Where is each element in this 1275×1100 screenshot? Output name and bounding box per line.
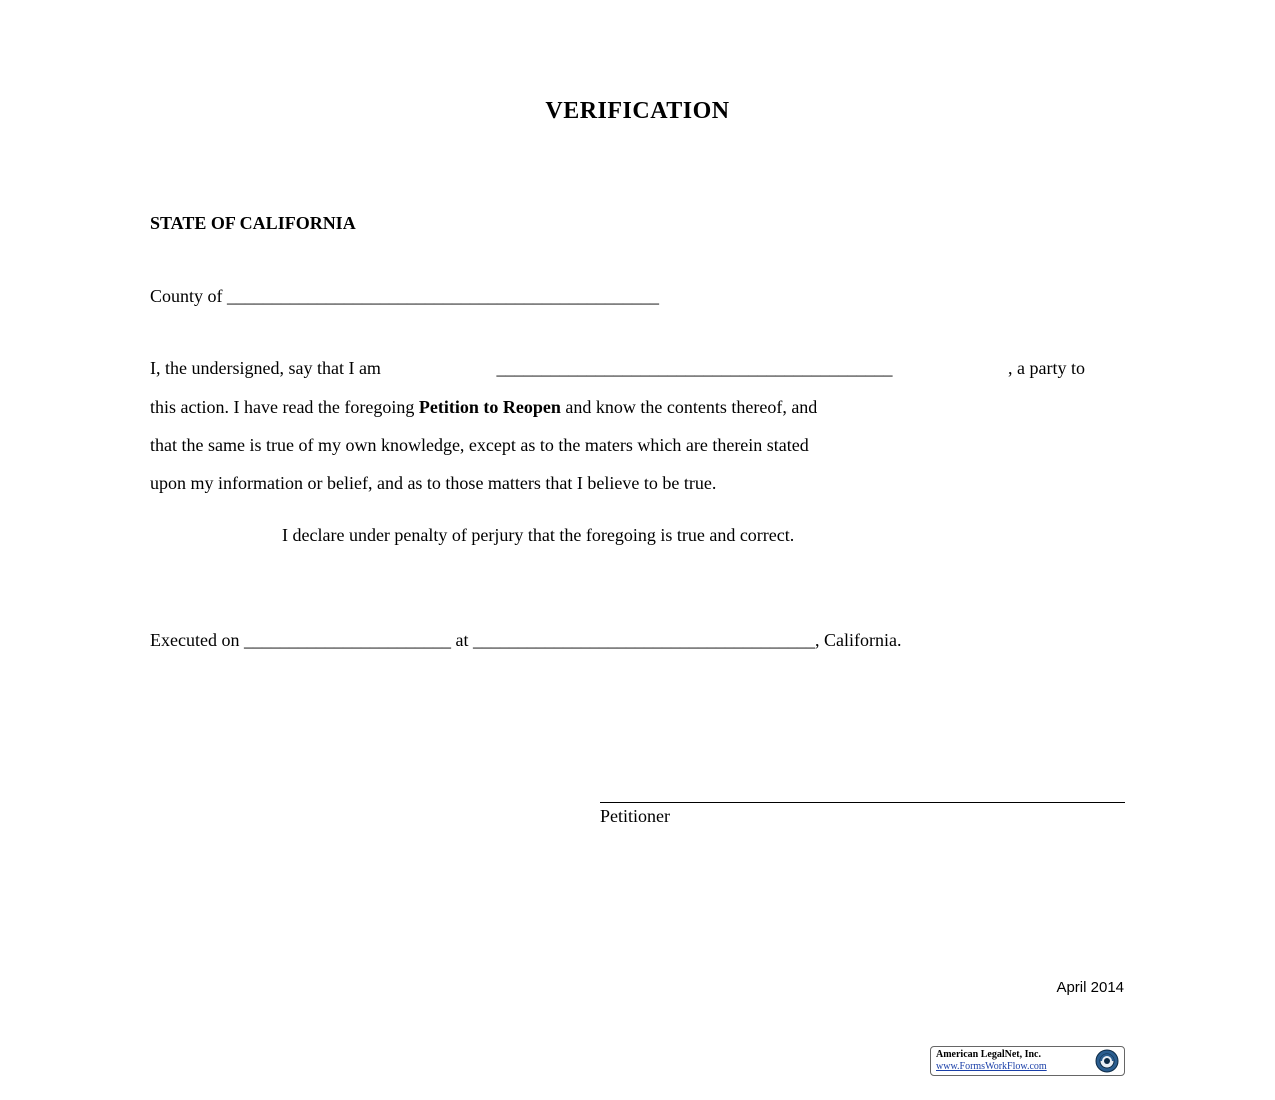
at-label: at (450, 630, 473, 650)
logo-url-link[interactable]: www.FormsWorkFlow.com (936, 1061, 1047, 1072)
paragraph-line-1 (150, 358, 1085, 379)
globe-logo-icon (1090, 1048, 1122, 1074)
county-line (150, 286, 659, 307)
paragraph-line-2 (150, 397, 817, 418)
para1-line2-start: this action. I have read the foregoing (150, 397, 419, 417)
logo-company-name: American LegalNet, Inc. (936, 1049, 1041, 1060)
state-heading: STATE OF CALIFORNIA (150, 213, 356, 233)
executed-line (150, 630, 901, 651)
signature-label: Petitioner (600, 806, 670, 826)
para1-line1-end: , a party to (1008, 358, 1085, 378)
county-label: County of (150, 286, 228, 306)
county-blank: ________________________________________________ (227, 286, 660, 306)
document-title: VERIFICATION (545, 98, 730, 124)
para1-line1-start: I, the undersigned, say that I am (150, 358, 381, 378)
signature-line (600, 802, 1125, 803)
perjury-declaration: I declare under penalty of perjury that the foregoing is true and correct. (282, 525, 795, 545)
executed-label: Executed on (150, 630, 244, 650)
paragraph-line-3: that the same is true of my own knowledge, except as to the maters which are therein stated (150, 435, 809, 455)
party-blank: ____________________________________________ (496, 358, 893, 378)
paragraph-line-4: upon my information or belief, and as to those matters that I believe to be true. (150, 473, 717, 493)
para1-line2-end: and know the contents thereof, and (560, 397, 818, 417)
place-blank: ______________________________________ (472, 630, 815, 650)
petition-title: Petition to Reopen (418, 397, 561, 417)
footer-logo[interactable] (930, 1046, 1125, 1076)
california-suffix: , California. (814, 630, 902, 650)
revision-date: April 2014 (1056, 979, 1124, 996)
date-blank: _______________________ (243, 630, 451, 650)
